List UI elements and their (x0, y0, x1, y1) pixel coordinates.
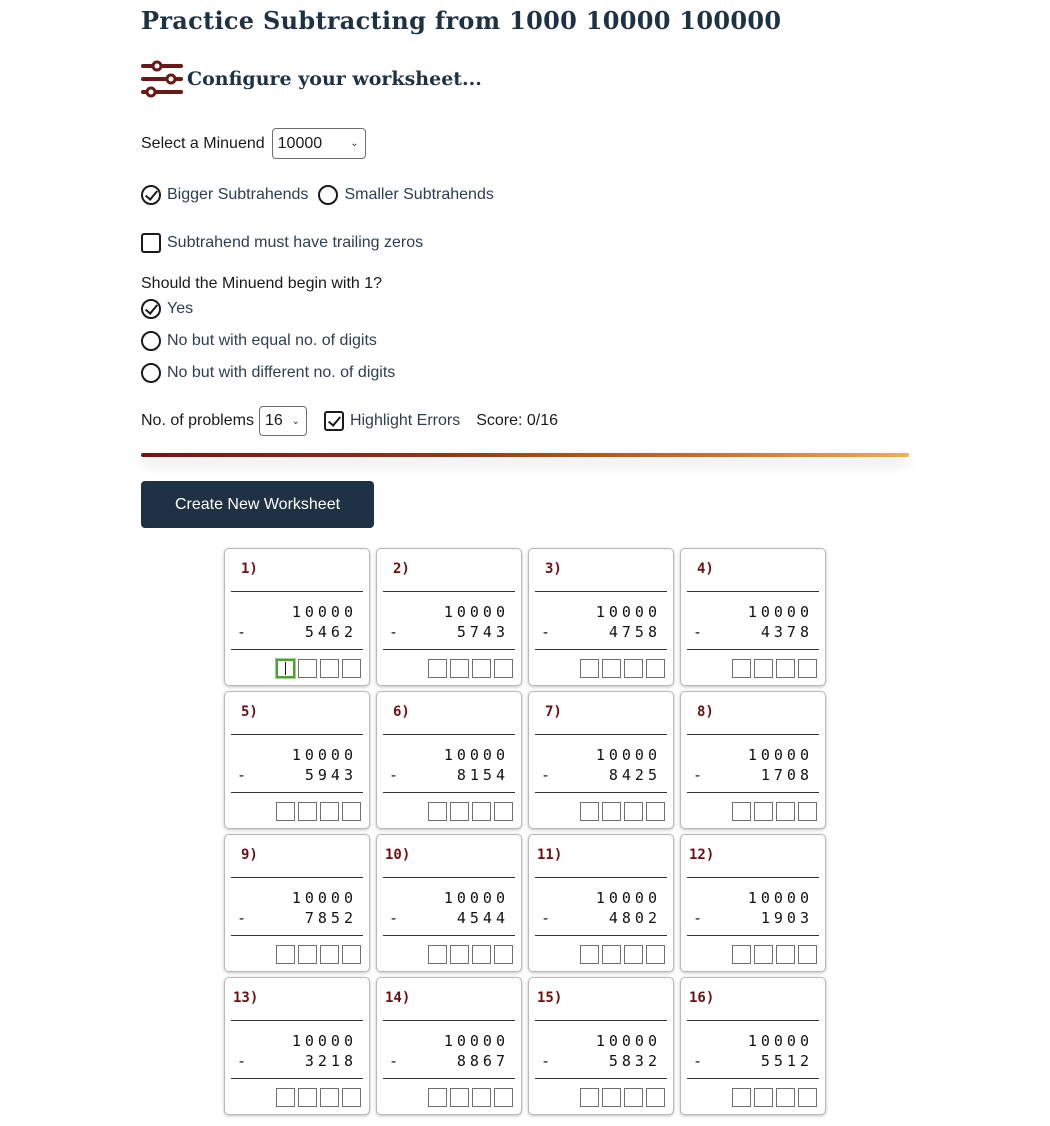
problem-number: 3) (545, 561, 562, 577)
minus-sign: - (237, 766, 247, 784)
score-text: Score: 0/16 (476, 412, 559, 429)
problem-answer-rule (383, 935, 515, 936)
answer-digit-input[interactable] (776, 945, 795, 964)
problem-card (680, 691, 826, 829)
problem-number: 12) (689, 847, 715, 863)
problem-card (528, 548, 674, 686)
problem-top-rule (687, 1020, 819, 1021)
page-title: Practice Subtracting from 1000 10000 100000 (141, 6, 782, 35)
problem-number: 11) (537, 847, 563, 863)
answer-boxes (732, 659, 817, 678)
problem-answer-rule (535, 792, 667, 793)
answer-digit-input[interactable] (798, 659, 817, 678)
answer-digit-input[interactable] (298, 802, 317, 821)
answer-digit-input[interactable] (276, 802, 295, 821)
problem-card (376, 691, 522, 829)
answer-digit-input[interactable] (298, 945, 317, 964)
worksheet-grid (224, 548, 826, 1115)
answer-digit-input[interactable] (732, 1088, 751, 1107)
answer-digit-input[interactable] (428, 945, 447, 964)
answer-boxes (732, 1088, 817, 1107)
problem-number: 5) (241, 704, 258, 720)
problem-minuend: 10000 (747, 746, 813, 764)
answer-digit-input[interactable] (602, 659, 621, 678)
answer-digit-input[interactable] (776, 802, 795, 821)
problem-answer-rule (687, 935, 819, 936)
problem-subtrahend: 7852 (304, 909, 357, 927)
problem-card (528, 834, 674, 972)
problem-subtrahend: 5943 (304, 766, 357, 784)
answer-digit-input[interactable] (602, 1088, 621, 1107)
answer-digit-input[interactable] (754, 945, 773, 964)
problem-card (224, 834, 370, 972)
problem-minuend: 10000 (443, 746, 509, 764)
answer-digit-input[interactable] (798, 945, 817, 964)
problem-card (224, 691, 370, 829)
problem-top-rule (231, 877, 363, 878)
minus-sign: - (693, 623, 703, 641)
problems-select-value: 16 (264, 412, 283, 429)
answer-digit-input[interactable] (580, 945, 599, 964)
problem-answer-rule (231, 649, 363, 650)
answer-digit-input[interactable] (494, 945, 513, 964)
answer-boxes (580, 945, 665, 964)
problem-answer-rule (687, 649, 819, 650)
answer-digit-input[interactable] (342, 1088, 361, 1107)
answer-digit-input[interactable] (298, 1088, 317, 1107)
problem-minuend: 10000 (291, 1032, 357, 1050)
minus-sign: - (541, 1052, 551, 1070)
minus-sign: - (389, 623, 399, 641)
problem-minuend: 10000 (747, 1032, 813, 1050)
minus-sign: - (693, 1052, 703, 1070)
problem-minuend: 10000 (747, 603, 813, 621)
answer-digit-input[interactable] (494, 659, 513, 678)
answer-digit-input[interactable] (602, 945, 621, 964)
problems-label: No. of problems (141, 412, 254, 429)
minuend-label: Select a Minuend (141, 134, 265, 152)
answer-digit-input[interactable] (624, 1088, 643, 1107)
problem-number: 8) (697, 704, 714, 720)
problem-number: 14) (385, 990, 411, 1006)
problem-card (224, 548, 370, 686)
problem-subtrahend: 5512 (760, 1052, 813, 1070)
problem-answer-rule (535, 649, 667, 650)
bigger-subtrahends-radio[interactable] (141, 185, 161, 205)
problem-card (376, 834, 522, 972)
begin-yes-radio[interactable] (141, 299, 161, 319)
answer-digit-input[interactable] (320, 802, 339, 821)
highlight-errors-checkbox[interactable] (324, 411, 344, 431)
problem-top-rule (535, 734, 667, 735)
problem-answer-rule (383, 792, 515, 793)
problem-minuend: 10000 (443, 603, 509, 621)
answer-digit-input[interactable] (472, 802, 491, 821)
problem-number: 10) (385, 847, 411, 863)
problem-top-rule (535, 1020, 667, 1021)
problem-number: 7) (545, 704, 562, 720)
problem-card (680, 977, 826, 1115)
problem-number: 6) (393, 704, 410, 720)
problem-subtrahend: 5743 (456, 623, 509, 641)
problem-top-rule (231, 734, 363, 735)
answer-digit-input[interactable] (342, 659, 361, 678)
answer-digit-input[interactable] (276, 659, 295, 678)
answer-digit-input[interactable] (732, 945, 751, 964)
minuend-select[interactable] (272, 128, 366, 159)
answer-boxes (428, 1088, 513, 1107)
answer-digit-input[interactable] (580, 1088, 599, 1107)
begin-with-one-label: Should the Minuend begin with 1? (141, 275, 383, 292)
answer-digit-input[interactable] (646, 659, 665, 678)
minus-sign: - (389, 909, 399, 927)
minus-sign: - (389, 1052, 399, 1070)
minus-sign: - (541, 623, 551, 641)
problem-top-rule (383, 591, 515, 592)
answer-digit-input[interactable] (754, 802, 773, 821)
bigger-subtrahends-option[interactable] (141, 185, 308, 205)
minus-sign: - (693, 909, 703, 927)
answer-digit-input[interactable] (624, 659, 643, 678)
subtrahend-size-row (141, 185, 494, 205)
problem-minuend: 10000 (595, 1032, 661, 1050)
problem-answer-rule (231, 1078, 363, 1079)
problem-minuend: 10000 (747, 889, 813, 907)
begin-equal-digits-radio[interactable] (141, 331, 161, 351)
configure-title: Configure your worksheet... (187, 68, 482, 90)
chevron-down-icon: ⌄ (291, 415, 300, 427)
answer-boxes (276, 1088, 361, 1107)
answer-digit-input[interactable] (624, 945, 643, 964)
problem-subtrahend: 8867 (456, 1052, 509, 1070)
minus-sign: - (237, 1052, 247, 1070)
minus-sign: - (541, 766, 551, 784)
problem-number: 9) (241, 847, 258, 863)
problem-subtrahend: 1903 (760, 909, 813, 927)
answer-digit-input[interactable] (450, 659, 469, 678)
problem-card (528, 691, 674, 829)
smaller-subtrahends-option[interactable] (318, 185, 493, 205)
problem-answer-rule (535, 935, 667, 936)
answer-boxes (276, 659, 361, 678)
answer-boxes (428, 802, 513, 821)
problem-card (528, 977, 674, 1115)
problem-answer-rule (687, 1078, 819, 1079)
answer-digit-input[interactable] (472, 945, 491, 964)
answer-digit-input[interactable] (798, 1088, 817, 1107)
problem-number: 4) (697, 561, 714, 577)
begin-different-digits-label: No but with different no. of digits (167, 364, 396, 381)
problem-answer-rule (383, 1078, 515, 1079)
minus-sign: - (237, 623, 247, 641)
answer-digit-input[interactable] (428, 659, 447, 678)
answer-digit-input[interactable] (494, 802, 513, 821)
answer-boxes (428, 659, 513, 678)
problem-subtrahend: 4802 (608, 909, 661, 927)
trailing-zeros-checkbox[interactable] (141, 233, 161, 253)
answer-boxes (580, 1088, 665, 1107)
problem-top-rule (231, 591, 363, 592)
answer-digit-input[interactable] (320, 659, 339, 678)
problem-minuend: 10000 (291, 746, 357, 764)
minus-sign: - (389, 766, 399, 784)
problem-subtrahend: 8425 (608, 766, 661, 784)
configure-header (141, 60, 482, 98)
trailing-zeros-label: Subtrahend must have trailing zeros (167, 234, 424, 251)
answer-digit-input[interactable] (450, 945, 469, 964)
minus-sign: - (237, 909, 247, 927)
minuend-row (141, 128, 366, 159)
begin-yes-label: Yes (167, 300, 194, 317)
trailing-zeros-option[interactable] (141, 233, 423, 253)
problem-number: 16) (689, 990, 715, 1006)
begin-different-digits-option[interactable] (141, 363, 395, 383)
answer-boxes (580, 802, 665, 821)
answer-boxes (276, 945, 361, 964)
problem-minuend: 10000 (443, 889, 509, 907)
highlight-errors-option[interactable] (324, 411, 460, 431)
answer-digit-input[interactable] (754, 659, 773, 678)
answer-digit-input[interactable] (602, 802, 621, 821)
answer-digit-input[interactable] (624, 802, 643, 821)
problem-subtrahend: 4378 (760, 623, 813, 641)
problem-number: 2) (393, 561, 410, 577)
minus-sign: - (541, 909, 551, 927)
answer-boxes (580, 659, 665, 678)
answer-digit-input[interactable] (320, 945, 339, 964)
begin-equal-row (141, 331, 377, 351)
begin-different-digits-radio[interactable] (141, 363, 161, 383)
answer-boxes (732, 945, 817, 964)
problem-minuend: 10000 (595, 603, 661, 621)
smaller-subtrahends-radio[interactable] (318, 185, 338, 205)
answer-digit-input[interactable] (776, 659, 795, 678)
answer-digit-input[interactable] (276, 945, 295, 964)
answer-digit-input[interactable] (580, 659, 599, 678)
problem-number: 1) (241, 561, 258, 577)
problem-subtrahend: 3218 (304, 1052, 357, 1070)
begin-equal-digits-option[interactable] (141, 331, 377, 351)
answer-digit-input[interactable] (342, 945, 361, 964)
problem-top-rule (687, 877, 819, 878)
answer-digit-input[interactable] (646, 945, 665, 964)
problems-row (141, 406, 558, 436)
answer-digit-input[interactable] (646, 802, 665, 821)
problem-answer-rule (535, 1078, 667, 1079)
begin-with-one-question (141, 275, 382, 293)
answer-digit-input[interactable] (776, 1088, 795, 1107)
problem-answer-rule (383, 649, 515, 650)
answer-digit-input[interactable] (754, 1088, 773, 1107)
problem-minuend: 10000 (291, 603, 357, 621)
highlight-errors-label: Highlight Errors (349, 412, 461, 429)
answer-digit-input[interactable] (472, 1088, 491, 1107)
answer-digit-input[interactable] (428, 1088, 447, 1107)
answer-boxes (732, 802, 817, 821)
trailing-zeros-row (141, 233, 423, 253)
problem-number: 13) (233, 990, 259, 1006)
sliders-icon (141, 60, 183, 98)
answer-digit-input[interactable] (450, 1088, 469, 1107)
problem-top-rule (687, 734, 819, 735)
problems-select[interactable] (259, 406, 307, 436)
begin-different-row (141, 363, 395, 383)
answer-digit-input[interactable] (494, 1088, 513, 1107)
problem-top-rule (231, 1020, 363, 1021)
answer-digit-input[interactable] (580, 802, 599, 821)
problem-subtrahend: 8154 (456, 766, 509, 784)
problem-answer-rule (231, 935, 363, 936)
minuend-select-value: 10000 (277, 134, 323, 152)
problem-subtrahend: 4544 (456, 909, 509, 927)
problem-answer-rule (687, 792, 819, 793)
problem-top-rule (383, 1020, 515, 1021)
answer-boxes (428, 945, 513, 964)
create-worksheet-button[interactable]: Create New Worksheet (141, 481, 374, 528)
problem-top-rule (535, 877, 667, 878)
answer-digit-input[interactable] (472, 659, 491, 678)
problem-top-rule (535, 591, 667, 592)
bigger-subtrahends-label: Bigger Subtrahends (167, 186, 309, 203)
answer-digit-input[interactable] (732, 802, 751, 821)
begin-yes-row (141, 299, 193, 319)
problem-top-rule (383, 877, 515, 878)
answer-boxes (276, 802, 361, 821)
begin-yes-option[interactable] (141, 299, 193, 319)
answer-digit-input[interactable] (732, 659, 751, 678)
begin-equal-digits-label: No but with equal no. of digits (167, 332, 377, 349)
problem-top-rule (687, 591, 819, 592)
problem-subtrahend: 5462 (304, 623, 357, 641)
problem-card (376, 977, 522, 1115)
answer-digit-input[interactable] (428, 802, 447, 821)
answer-digit-input[interactable] (450, 802, 469, 821)
answer-digit-input[interactable] (646, 1088, 665, 1107)
problem-number: 15) (537, 990, 563, 1006)
answer-digit-input[interactable] (342, 802, 361, 821)
problem-card (376, 548, 522, 686)
problem-subtrahend: 4758 (608, 623, 661, 641)
problem-subtrahend: 1708 (760, 766, 813, 784)
problem-top-rule (383, 734, 515, 735)
section-divider (141, 453, 909, 457)
problem-subtrahend: 5832 (608, 1052, 661, 1070)
problem-answer-rule (231, 792, 363, 793)
smaller-subtrahends-label: Smaller Subtrahends (344, 186, 494, 203)
problem-minuend: 10000 (443, 1032, 509, 1050)
problem-minuend: 10000 (291, 889, 357, 907)
problem-minuend: 10000 (595, 746, 661, 764)
problem-card (680, 548, 826, 686)
answer-digit-input[interactable] (298, 659, 317, 678)
answer-digit-input[interactable] (798, 802, 817, 821)
problem-card (224, 977, 370, 1115)
answer-digit-input[interactable] (276, 1088, 295, 1107)
minus-sign: - (693, 766, 703, 784)
answer-digit-input[interactable] (320, 1088, 339, 1107)
problem-card (680, 834, 826, 972)
chevron-down-icon: ⌄ (350, 138, 359, 149)
problem-minuend: 10000 (595, 889, 661, 907)
